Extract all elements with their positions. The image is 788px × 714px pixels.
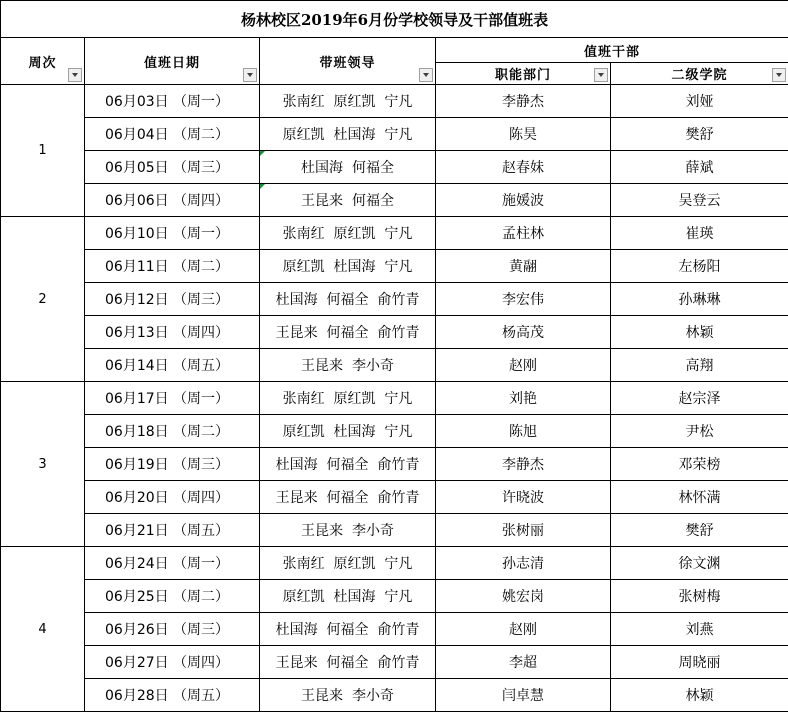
weekday-text: （周四） <box>173 325 229 341</box>
date-cell[interactable] <box>85 217 260 250</box>
leaders-text: 原红凯 杜国海 宁凡 <box>282 589 413 605</box>
weekday-text: （周三） <box>173 622 229 638</box>
leaders-text: 张南红 原红凯 宁凡 <box>282 556 413 572</box>
week-cell[interactable]: 1 <box>1 85 85 217</box>
leaders-cell[interactable] <box>260 217 436 250</box>
date-text: 06月04日 <box>105 127 169 143</box>
leaders-text: 王昆来 李小奇 <box>301 358 394 374</box>
college-cadre-cell[interactable]: 邓荣榜 <box>611 448 788 481</box>
college-cadre-cell[interactable]: 樊舒 <box>611 118 788 151</box>
date-text: 06月11日 <box>105 259 169 275</box>
college-cadre-cell[interactable]: 刘燕 <box>611 613 788 646</box>
leaders-text: 张南红 原红凯 宁凡 <box>282 391 413 407</box>
header-college-label: 二级学院 <box>671 68 728 83</box>
college-cadre-cell[interactable]: 林怀满 <box>611 481 788 514</box>
table-row <box>1 316 788 349</box>
weekday-text: （周一） <box>173 391 229 407</box>
header-dept[interactable] <box>436 63 611 85</box>
college-cadre-cell[interactable]: 周晓丽 <box>611 646 788 679</box>
college-cadre-cell[interactable]: 赵宗泽 <box>611 382 788 415</box>
header-week[interactable] <box>1 38 85 85</box>
leaders-cell[interactable] <box>260 415 436 448</box>
leaders-cell[interactable] <box>260 151 436 184</box>
leaders-cell[interactable] <box>260 613 436 646</box>
table-row <box>1 382 788 415</box>
date-text: 06月18日 <box>105 424 169 440</box>
leaders-cell[interactable] <box>260 316 436 349</box>
header-week-label: 周次 <box>28 55 57 71</box>
header-dept-label: 职能部门 <box>494 68 551 83</box>
date-text: 06月17日 <box>105 391 169 407</box>
table-row <box>1 514 788 547</box>
date-text: 06月28日 <box>105 688 169 704</box>
date-cell[interactable] <box>85 547 260 580</box>
date-text: 06月12日 <box>105 292 169 308</box>
date-text: 06月14日 <box>105 358 169 374</box>
header-college[interactable] <box>611 63 788 85</box>
college-cadre-cell[interactable]: 林颖 <box>611 679 788 712</box>
dept-cadre-cell[interactable]: 施媛波 <box>436 184 611 217</box>
filter-dropdown-icon[interactable] <box>772 68 786 82</box>
dept-cadre-cell[interactable]: 闫卓慧 <box>436 679 611 712</box>
date-text: 06月24日 <box>105 556 169 572</box>
leaders-text: 原红凯 杜国海 宁凡 <box>282 259 413 275</box>
date-cell[interactable] <box>85 580 260 613</box>
table-row <box>1 283 788 316</box>
leaders-text: 王昆来 李小奇 <box>301 688 394 704</box>
date-cell[interactable] <box>85 283 260 316</box>
dept-cadre-cell[interactable]: 赵刚 <box>436 349 611 382</box>
leaders-text: 王昆来 何福全 俞竹青 <box>275 490 420 506</box>
date-cell[interactable] <box>85 349 260 382</box>
dept-cadre-cell[interactable]: 李静杰 <box>436 448 611 481</box>
college-cadre-cell[interactable]: 吴登云 <box>611 184 788 217</box>
table-row <box>1 184 788 217</box>
date-text: 06月21日 <box>105 523 169 539</box>
weekday-text: （周一） <box>173 226 229 242</box>
college-cadre-cell[interactable]: 崔瑛 <box>611 217 788 250</box>
dept-cadre-cell[interactable]: 姚宏岗 <box>436 580 611 613</box>
table-row <box>1 481 788 514</box>
weekday-text: （周四） <box>173 193 229 209</box>
college-cadre-cell[interactable]: 左杨阳 <box>611 250 788 283</box>
table-row <box>1 580 788 613</box>
leaders-cell[interactable] <box>260 85 436 118</box>
dept-cadre-cell[interactable]: 孙志清 <box>436 547 611 580</box>
weekday-text: （周三） <box>173 457 229 473</box>
date-text: 06月13日 <box>105 325 169 341</box>
dept-cadre-cell[interactable]: 陈昊 <box>436 118 611 151</box>
table-row <box>1 217 788 250</box>
weekday-text: （周二） <box>173 589 229 605</box>
leaders-cell[interactable] <box>260 547 436 580</box>
date-cell[interactable] <box>85 118 260 151</box>
table-row <box>1 613 788 646</box>
dept-cadre-cell[interactable]: 孟柱林 <box>436 217 611 250</box>
leaders-text: 杜国海 何福全 俞竹青 <box>275 622 420 638</box>
header-date-label: 值班日期 <box>143 55 200 71</box>
date-text: 06月26日 <box>105 622 169 638</box>
leaders-cell[interactable] <box>260 481 436 514</box>
weekday-text: （周二） <box>173 127 229 143</box>
comment-indicator-icon <box>260 184 265 189</box>
leaders-text: 王昆来 李小奇 <box>301 523 394 539</box>
date-cell[interactable] <box>85 415 260 448</box>
week-cell[interactable]: 3 <box>1 382 85 547</box>
date-cell[interactable] <box>85 85 260 118</box>
weekday-text: （周五） <box>173 688 229 704</box>
table-row <box>1 151 788 184</box>
college-cadre-cell[interactable]: 林颖 <box>611 316 788 349</box>
date-cell[interactable] <box>85 646 260 679</box>
leaders-cell[interactable] <box>260 580 436 613</box>
leaders-cell[interactable] <box>260 349 436 382</box>
weekday-text: （周一） <box>173 94 229 110</box>
leaders-cell[interactable] <box>260 514 436 547</box>
leaders-cell[interactable] <box>260 646 436 679</box>
date-cell[interactable] <box>85 679 260 712</box>
college-cadre-cell[interactable]: 孙琳琳 <box>611 283 788 316</box>
date-text: 06月10日 <box>105 226 169 242</box>
date-text: 06月25日 <box>105 589 169 605</box>
date-cell[interactable] <box>85 184 260 217</box>
date-cell[interactable] <box>85 481 260 514</box>
comment-indicator-icon <box>260 151 265 156</box>
date-cell[interactable] <box>85 613 260 646</box>
date-cell[interactable] <box>85 316 260 349</box>
date-cell[interactable] <box>85 382 260 415</box>
weekday-text: （周二） <box>173 424 229 440</box>
date-text: 06月20日 <box>105 490 169 506</box>
date-cell[interactable] <box>85 514 260 547</box>
leaders-text: 杜国海 何福全 俞竹青 <box>275 292 420 308</box>
date-text: 06月19日 <box>105 457 169 473</box>
college-cadre-cell[interactable]: 薛斌 <box>611 151 788 184</box>
table-body <box>1 85 788 712</box>
dept-cadre-cell[interactable]: 李宏伟 <box>436 283 611 316</box>
leaders-text: 王昆来 何福全 俞竹青 <box>275 325 420 341</box>
week-cell[interactable]: 4 <box>1 547 85 712</box>
dept-cadre-cell[interactable]: 赵春妹 <box>436 151 611 184</box>
college-cadre-cell[interactable]: 高翔 <box>611 349 788 382</box>
leaders-cell[interactable] <box>260 118 436 151</box>
table-row <box>1 547 788 580</box>
dept-cadre-cell[interactable]: 许晓波 <box>436 481 611 514</box>
weekday-text: （周一） <box>173 556 229 572</box>
table-row <box>1 448 788 481</box>
weekday-text: （周五） <box>173 358 229 374</box>
leaders-text: 杜国海 何福全 俞竹青 <box>275 457 420 473</box>
date-text: 06月05日 <box>105 160 169 176</box>
weekday-text: （周五） <box>173 523 229 539</box>
college-cadre-cell[interactable]: 樊舒 <box>611 514 788 547</box>
table-row <box>1 118 788 151</box>
dept-cadre-cell[interactable]: 陈旭 <box>436 415 611 448</box>
dept-cadre-cell[interactable]: 赵刚 <box>436 613 611 646</box>
weekday-text: （周三） <box>173 160 229 176</box>
header-cadres: 值班干部 <box>436 38 788 63</box>
leaders-text: 张南红 原红凯 宁凡 <box>282 226 413 242</box>
date-cell[interactable] <box>85 151 260 184</box>
filter-dropdown-icon[interactable] <box>594 68 608 82</box>
date-text: 06月27日 <box>105 655 169 671</box>
table-row <box>1 85 788 118</box>
filter-dropdown-icon[interactable] <box>243 68 257 82</box>
dept-cadre-cell[interactable]: 杨高茂 <box>436 316 611 349</box>
leaders-text: 张南红 原红凯 宁凡 <box>282 94 413 110</box>
college-cadre-cell[interactable]: 徐文渊 <box>611 547 788 580</box>
leaders-text: 王昆来 何福全 <box>301 193 394 209</box>
filter-dropdown-icon[interactable] <box>68 68 82 82</box>
dept-cadre-cell[interactable]: 张树丽 <box>436 514 611 547</box>
table-row <box>1 646 788 679</box>
dept-cadre-cell[interactable]: 黄翮 <box>436 250 611 283</box>
sheet-title: 杨林校区2019年6月份学校领导及干部值班表 <box>1 1 788 38</box>
header-leaders[interactable] <box>260 38 436 85</box>
filter-dropdown-icon[interactable] <box>419 68 433 82</box>
dept-cadre-cell[interactable]: 刘艳 <box>436 382 611 415</box>
leaders-cell[interactable] <box>260 448 436 481</box>
weekday-text: （周四） <box>173 655 229 671</box>
dept-cadre-cell[interactable]: 李超 <box>436 646 611 679</box>
dept-cadre-cell[interactable]: 李静杰 <box>436 85 611 118</box>
college-cadre-cell[interactable]: 尹松 <box>611 415 788 448</box>
college-cadre-cell[interactable]: 刘娅 <box>611 85 788 118</box>
weekday-text: （周四） <box>173 490 229 506</box>
college-cadre-cell[interactable]: 张树梅 <box>611 580 788 613</box>
table-row <box>1 250 788 283</box>
leaders-text: 原红凯 杜国海 宁凡 <box>282 127 413 143</box>
date-cell[interactable] <box>85 250 260 283</box>
date-text: 06月06日 <box>105 193 169 209</box>
leaders-text: 原红凯 杜国海 宁凡 <box>282 424 413 440</box>
header-leaders-label: 带班领导 <box>319 55 376 71</box>
date-cell[interactable] <box>85 448 260 481</box>
leaders-cell[interactable] <box>260 679 436 712</box>
leaders-text: 王昆来 何福全 俞竹青 <box>275 655 420 671</box>
date-text: 06月03日 <box>105 94 169 110</box>
header-date[interactable] <box>85 38 260 85</box>
weekday-text: （周三） <box>173 292 229 308</box>
table-row <box>1 679 788 712</box>
table-row <box>1 415 788 448</box>
leaders-cell[interactable] <box>260 382 436 415</box>
table-row <box>1 349 788 382</box>
leaders-cell[interactable] <box>260 283 436 316</box>
leaders-cell[interactable] <box>260 184 436 217</box>
week-cell[interactable]: 2 <box>1 217 85 382</box>
leaders-text: 杜国海 何福全 <box>301 160 394 176</box>
leaders-cell[interactable] <box>260 250 436 283</box>
weekday-text: （周二） <box>173 259 229 275</box>
